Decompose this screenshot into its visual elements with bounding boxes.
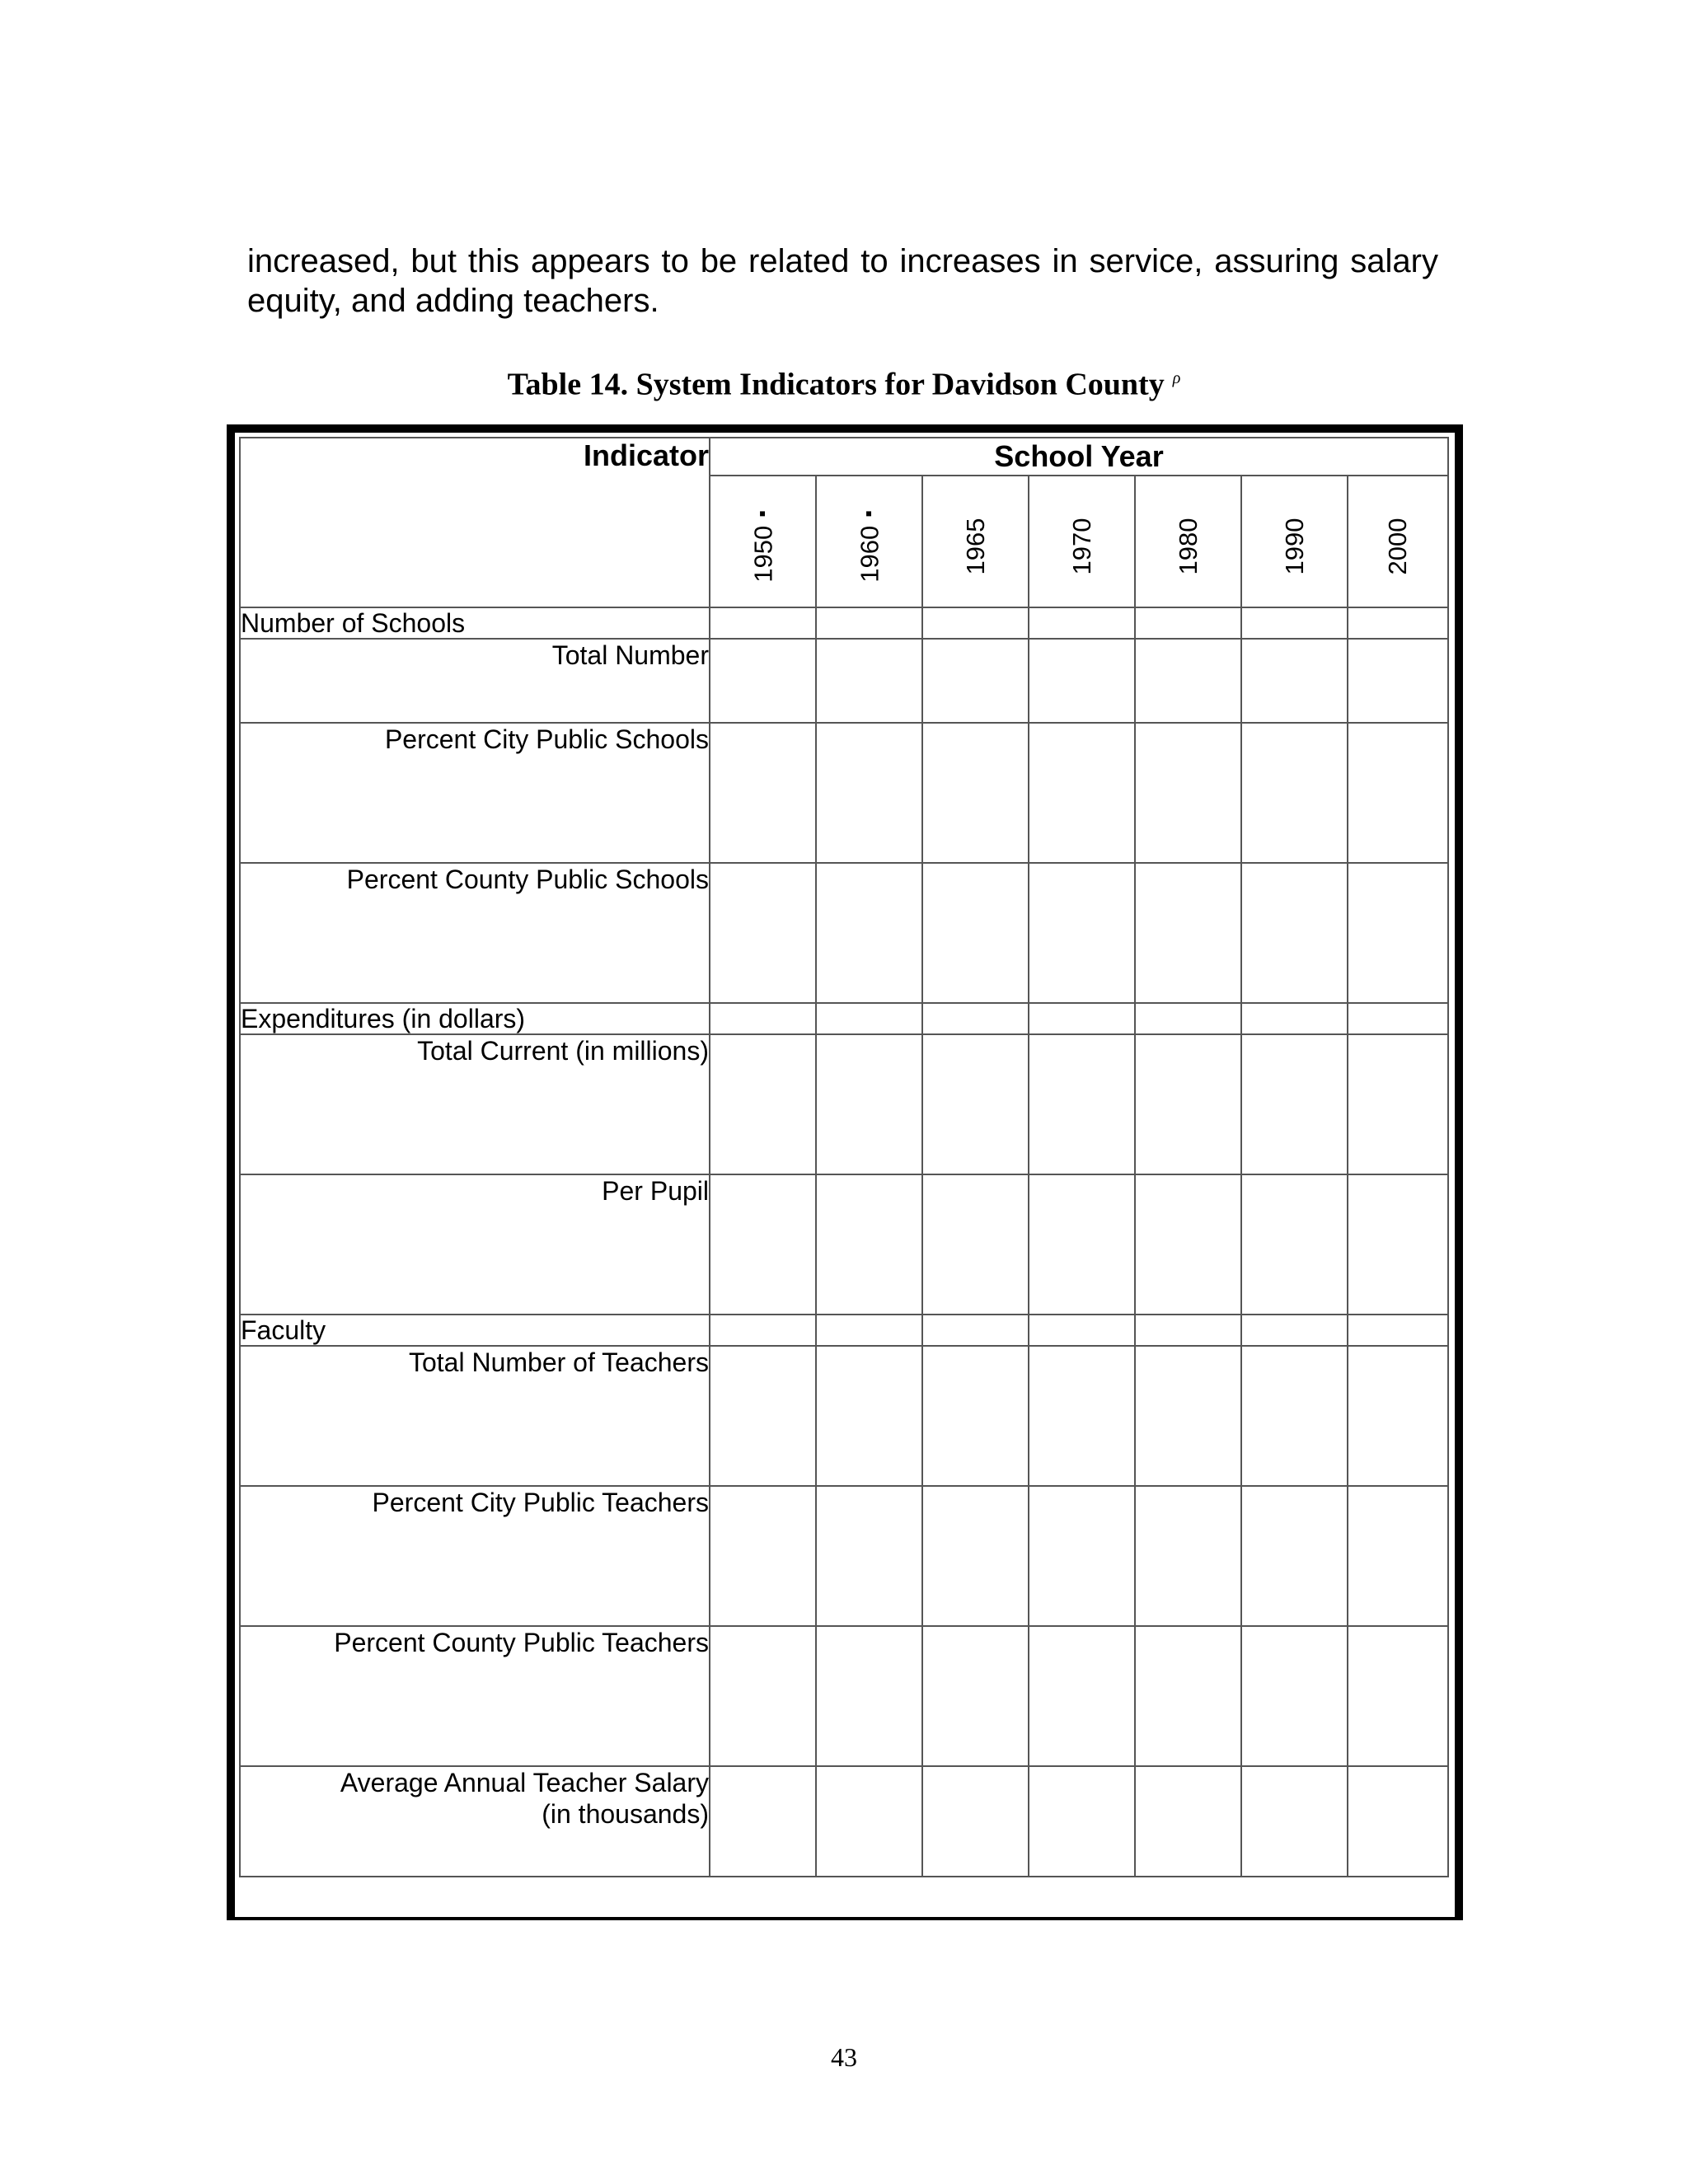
data-cell xyxy=(1241,607,1348,639)
section-label: Faculty xyxy=(240,1315,710,1346)
data-cell xyxy=(710,723,816,863)
row-label xyxy=(240,1766,710,1877)
year-label: 1960 xyxy=(855,525,884,583)
data-cell xyxy=(816,1003,922,1034)
row-label: Percent City Public Schools xyxy=(240,723,710,863)
year-label: 1970 xyxy=(1067,518,1096,575)
row-label: Per Pupil xyxy=(240,1174,710,1315)
data-cell xyxy=(816,1346,922,1486)
data-cell xyxy=(1029,1626,1135,1766)
data-cell xyxy=(1348,723,1448,863)
data-cell xyxy=(816,1626,922,1766)
table-row xyxy=(240,1626,1448,1766)
data-cell xyxy=(816,1034,922,1174)
data-cell xyxy=(710,863,816,1003)
data-cell xyxy=(1029,863,1135,1003)
data-cell xyxy=(922,1003,1029,1034)
data-cell xyxy=(1241,1003,1348,1034)
data-cell xyxy=(1348,1174,1448,1315)
data-cell xyxy=(1135,1626,1241,1766)
table-row xyxy=(240,1766,1448,1877)
caption-note-mark: ρ xyxy=(1172,369,1181,387)
table-caption xyxy=(0,359,1688,405)
data-cell xyxy=(1135,1003,1241,1034)
data-cell xyxy=(1241,863,1348,1003)
section-label: Expenditures (in dollars) xyxy=(240,1003,710,1034)
row-label: Total Current (in millions) xyxy=(240,1034,710,1174)
table-row xyxy=(240,1486,1448,1626)
table-row xyxy=(240,1174,1448,1315)
row-label: Percent County Public Schools xyxy=(240,863,710,1003)
data-cell xyxy=(710,639,816,723)
section-row xyxy=(240,1315,1448,1346)
year-header-2000 xyxy=(1348,476,1448,607)
data-cell xyxy=(1135,1486,1241,1626)
data-cell xyxy=(922,639,1029,723)
table-row xyxy=(240,1346,1448,1486)
data-cell xyxy=(1241,723,1348,863)
data-cell xyxy=(710,1346,816,1486)
system-indicators-table xyxy=(239,437,1449,1877)
data-cell xyxy=(1135,1346,1241,1486)
data-cell xyxy=(1348,1486,1448,1626)
data-cell xyxy=(1348,1626,1448,1766)
section-row xyxy=(240,607,1448,639)
section-label: Number of Schools xyxy=(240,607,710,639)
data-cell xyxy=(1029,1766,1135,1877)
page-number: 43 xyxy=(831,2042,857,2072)
table-title: Table 14. System Indicators for Davidson County xyxy=(507,367,1165,402)
data-cell xyxy=(1029,639,1135,723)
data-cell xyxy=(710,1486,816,1626)
data-cell xyxy=(1135,639,1241,723)
year-header-1950 xyxy=(710,476,816,607)
indicator-header: Indicator xyxy=(240,438,710,607)
data-cell xyxy=(710,1174,816,1315)
data-cell xyxy=(1029,1003,1135,1034)
year-label: 1980 xyxy=(1173,518,1203,575)
year-header-1980 xyxy=(1135,476,1241,607)
data-cell xyxy=(922,1174,1029,1315)
data-cell xyxy=(922,1626,1029,1766)
data-cell xyxy=(1135,607,1241,639)
year-label: 1965 xyxy=(960,518,990,575)
row-label-line: (in thousands) xyxy=(542,1799,709,1829)
year-header-1965 xyxy=(922,476,1029,607)
data-cell xyxy=(1029,607,1135,639)
data-cell xyxy=(1029,1346,1135,1486)
data-cell xyxy=(1348,1346,1448,1486)
data-cell xyxy=(816,639,922,723)
data-cell xyxy=(816,1315,922,1346)
year-marker: ▪ xyxy=(857,510,879,518)
data-cell xyxy=(1029,1315,1135,1346)
data-cell xyxy=(1241,1174,1348,1315)
data-cell xyxy=(1135,723,1241,863)
row-label: Total Number of Teachers xyxy=(240,1346,710,1486)
table-row xyxy=(240,863,1448,1003)
data-cell xyxy=(1241,1486,1348,1626)
data-cell xyxy=(710,607,816,639)
data-cell xyxy=(816,863,922,1003)
data-cell xyxy=(710,1315,816,1346)
data-cell xyxy=(1348,863,1448,1003)
data-cell xyxy=(922,1346,1029,1486)
data-cell xyxy=(922,863,1029,1003)
data-cell xyxy=(1348,1003,1448,1034)
data-cell xyxy=(816,1766,922,1877)
data-cell xyxy=(710,1766,816,1877)
data-cell xyxy=(922,1486,1029,1626)
data-cell xyxy=(1241,1034,1348,1174)
year-marker: ▪ xyxy=(751,510,773,518)
data-cell xyxy=(922,1315,1029,1346)
year-label: 1990 xyxy=(1279,518,1309,575)
data-cell xyxy=(816,1486,922,1626)
data-cell xyxy=(1135,863,1241,1003)
row-label: Percent County Public Teachers xyxy=(240,1626,710,1766)
row-label: Total Number xyxy=(240,639,710,723)
data-cell xyxy=(1135,1034,1241,1174)
data-cell xyxy=(922,1034,1029,1174)
year-label: 1950 xyxy=(748,525,777,583)
data-cell xyxy=(1348,1766,1448,1877)
data-cell xyxy=(1029,723,1135,863)
data-cell xyxy=(1135,1315,1241,1346)
data-cell xyxy=(1348,639,1448,723)
row-label-line: Average Annual Teacher Salary xyxy=(340,1768,709,1797)
data-cell xyxy=(1348,1315,1448,1346)
data-cell xyxy=(1241,1766,1348,1877)
data-cell xyxy=(1135,1766,1241,1877)
year-header-1960 xyxy=(816,476,922,607)
data-cell xyxy=(1241,639,1348,723)
year-header-1970 xyxy=(1029,476,1135,607)
year-header-1990 xyxy=(1241,476,1348,607)
data-cell xyxy=(1241,1346,1348,1486)
data-cell xyxy=(1135,1174,1241,1315)
data-cell xyxy=(710,1626,816,1766)
data-cell xyxy=(922,1766,1029,1877)
row-label: Percent City Public Teachers xyxy=(240,1486,710,1626)
section-row xyxy=(240,1003,1448,1034)
table-row xyxy=(240,639,1448,723)
data-cell xyxy=(1241,1626,1348,1766)
data-cell xyxy=(816,1174,922,1315)
data-cell xyxy=(1029,1174,1135,1315)
table-row xyxy=(240,723,1448,863)
intro-paragraph: increased, but this appears to be related to increases in service, assuring salary equity, and adding teachers. xyxy=(247,243,1438,319)
data-cell xyxy=(1029,1486,1135,1626)
data-cell xyxy=(816,723,922,863)
data-cell xyxy=(1348,1034,1448,1174)
data-cell xyxy=(710,1034,816,1174)
year-label: 2000 xyxy=(1383,518,1412,575)
data-cell xyxy=(1029,1034,1135,1174)
data-cell xyxy=(922,607,1029,639)
data-cell xyxy=(1241,1315,1348,1346)
table-row xyxy=(240,1034,1448,1174)
data-cell xyxy=(816,607,922,639)
data-cell xyxy=(1348,607,1448,639)
school-year-header: School Year xyxy=(710,438,1448,476)
data-cell xyxy=(710,1003,816,1034)
data-cell xyxy=(922,723,1029,863)
